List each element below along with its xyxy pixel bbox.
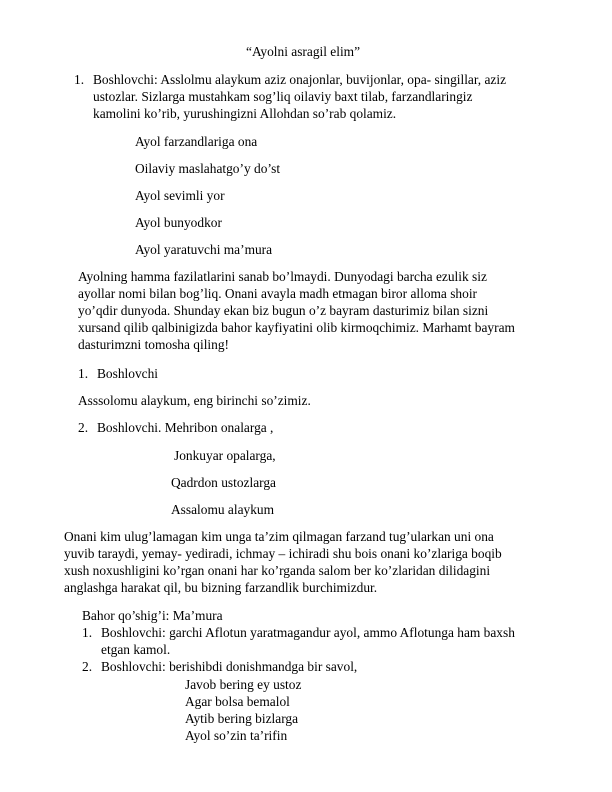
list-number: 1. xyxy=(78,366,89,381)
poem-line: Aytib bering bizlarga xyxy=(185,711,299,726)
list-number: 1. xyxy=(74,72,85,87)
speaker-line: Boshlovchi: berishibdi donishmandga bir savol, xyxy=(101,659,358,674)
intro-line: Boshlovchi: Asslolmu alaykum aziz onajonlar, buvijonlar, opa- singillar, aziz xyxy=(93,72,507,87)
speaker-line: etgan kamol. xyxy=(101,642,171,657)
speaker-line: Boshlovchi. Mehribon onalarga , xyxy=(97,420,274,435)
document-title: “Ayolni asragil elim” xyxy=(246,44,361,59)
list-number: 2. xyxy=(82,659,93,674)
list-item: Jonkuyar opalarga, xyxy=(174,448,276,463)
greeting-line: Asssolomu alaykum, eng birinchi so’zimiz. xyxy=(78,393,311,408)
paragraph-line: ayollar nomi bilan bog’liq. Onani avayla madh etmagan biror alloma shoir xyxy=(78,286,478,301)
list-item: Ayol yaratuvchi ma’mura xyxy=(135,242,273,257)
paragraph-line: Ayolning hamma fazilatlarini sanab bo’lmaydi. Dunyodagi barcha ezulik siz xyxy=(78,269,487,284)
list-number: 2. xyxy=(78,420,89,435)
list-item: Ayol farzandlariga ona xyxy=(135,134,258,149)
poem-line: Javob bering ey ustoz xyxy=(185,677,302,692)
list-number: 1. xyxy=(82,625,93,640)
intro-line: ustozlar. Sizlarga mustahkam sog’liq oilaviy baxt tilab, farzandlaringiz xyxy=(93,89,473,104)
poem-line: Agar bolsa bemalol xyxy=(185,694,290,709)
speaker-line: Boshlovchi: garchi Aflotun yaratmagandur ayol, ammo Aflotunga ham baxsh xyxy=(101,625,515,640)
intro-line: kamolini ko’rib, yurushingizni Allohdan so’rab qolamiz. xyxy=(93,106,397,121)
paragraph-line: xursand qilib qalbinigizda bahor kayfiyatini olib kirmoqchimiz. Marhamt bayram xyxy=(78,320,515,335)
paragraph-line: Onani kim ulug’lamagan kim unga ta’zim qilmagan farzand tug’ularkan uni ona xyxy=(64,529,494,544)
list-item: Ayol sevimli yor xyxy=(135,188,225,203)
list-item: Qadrdon ustozlarga xyxy=(171,475,276,490)
paragraph-line: yuvib taraydi, yemay- yediradi, ichmay – ichiradi shu bois onani ko’zlariga boqib xyxy=(64,546,502,561)
paragraph-line: anglashga harakat qil, bu bizning farzandlik burchimizdur. xyxy=(64,580,378,595)
paragraph-line: dasturimzni tomosha qiling! xyxy=(78,337,229,352)
list-item: Oilaviy maslahatgo’y do’st xyxy=(135,161,281,176)
song-line: Bahor qo’shig’i: Ma’mura xyxy=(82,608,223,623)
paragraph-line: yo’qdir dunyoda. Shunday ekan biz bugun o’z bayram dasturimiz bilan sizni xyxy=(78,303,489,318)
list-item: Ayol bunyodkor xyxy=(135,215,222,230)
poem-line: Ayol so’zin ta’rifin xyxy=(185,728,288,743)
paragraph-line: xush noxushligini ko’rgan onani har ko’rganda salom ber ko’zlaridan dilidagini xyxy=(64,563,491,578)
speaker-label: Boshlovchi xyxy=(97,366,159,381)
list-item: Assalomu alaykum xyxy=(171,502,275,517)
